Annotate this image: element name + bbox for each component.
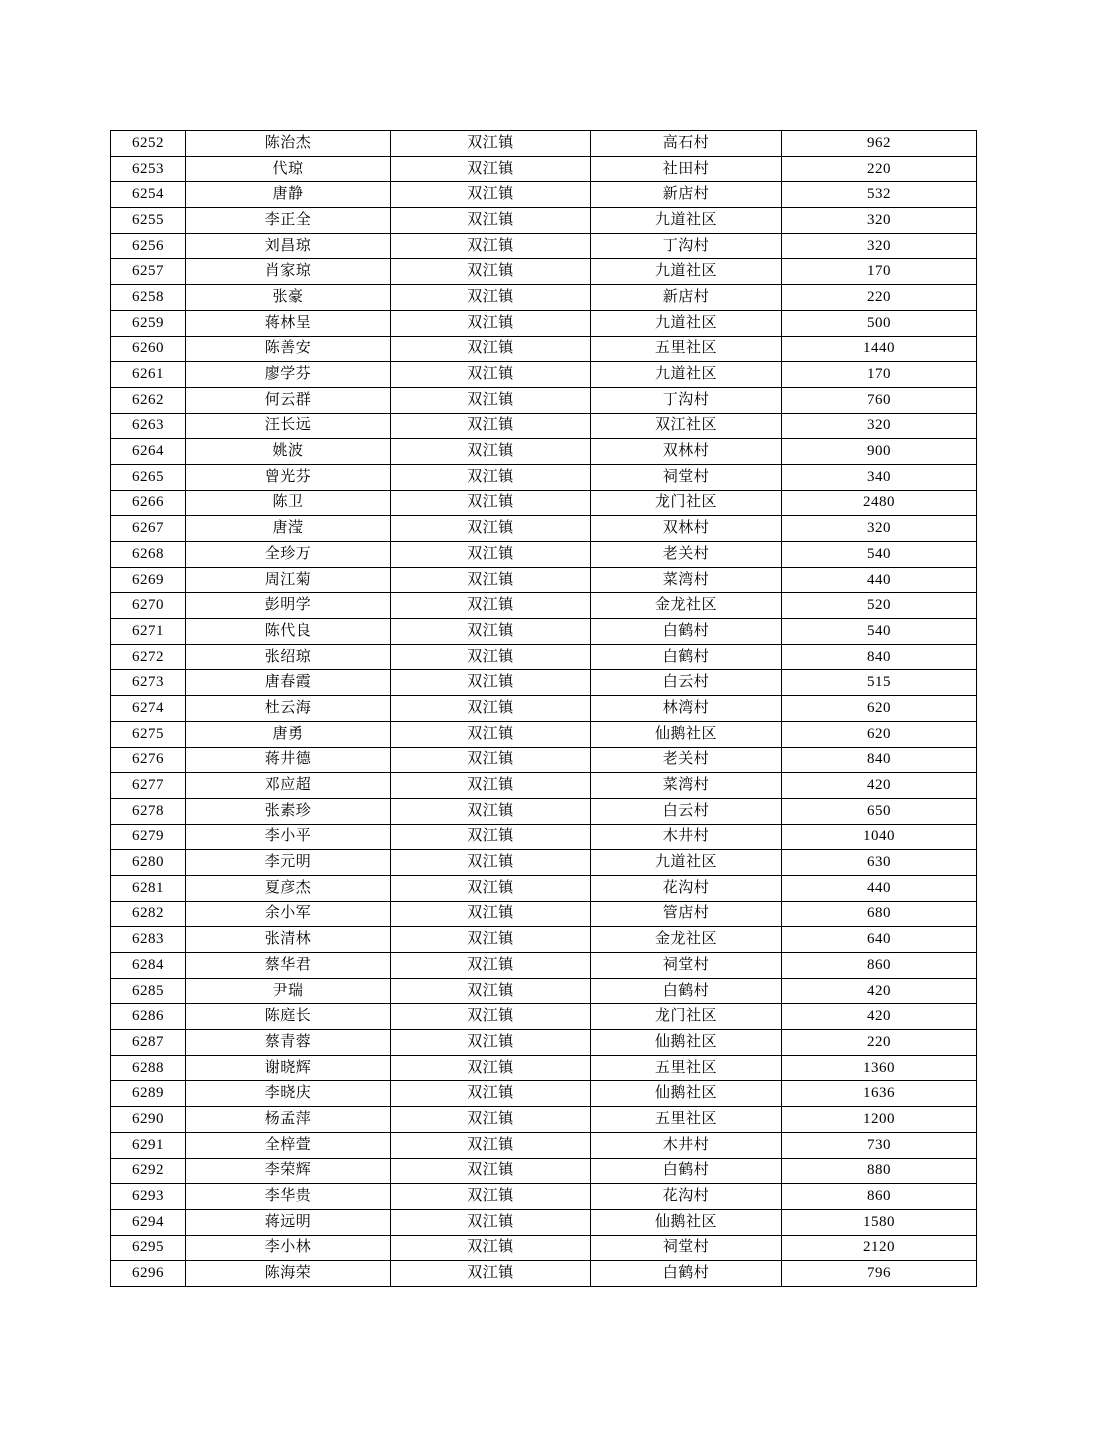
table-row xyxy=(111,1261,977,1287)
cell-id: 6262 xyxy=(111,387,186,413)
cell-town: 双江镇 xyxy=(391,1261,591,1287)
cell-village: 五里社区 xyxy=(591,336,782,362)
table-row xyxy=(111,1184,977,1210)
cell-village: 老关村 xyxy=(591,747,782,773)
cell-amount: 520 xyxy=(782,593,977,619)
cell-name: 姚波 xyxy=(186,439,391,465)
cell-amount: 532 xyxy=(782,182,977,208)
cell-village: 仙鹅社区 xyxy=(591,1030,782,1056)
cell-amount: 320 xyxy=(782,516,977,542)
cell-id: 6281 xyxy=(111,875,186,901)
records-table-body xyxy=(111,131,977,1287)
table-row xyxy=(111,1030,977,1056)
cell-id: 6285 xyxy=(111,978,186,1004)
table-row xyxy=(111,439,977,465)
cell-town: 双江镇 xyxy=(391,439,591,465)
cell-village: 金龙社区 xyxy=(591,927,782,953)
table-row xyxy=(111,542,977,568)
cell-id: 6277 xyxy=(111,773,186,799)
cell-amount: 640 xyxy=(782,927,977,953)
cell-id: 6294 xyxy=(111,1209,186,1235)
cell-village: 白鹤村 xyxy=(591,978,782,1004)
cell-id: 6270 xyxy=(111,593,186,619)
table-row xyxy=(111,593,977,619)
cell-amount: 420 xyxy=(782,1004,977,1030)
cell-town: 双江镇 xyxy=(391,542,591,568)
cell-amount: 1360 xyxy=(782,1055,977,1081)
table-row xyxy=(111,850,977,876)
cell-name: 唐滢 xyxy=(186,516,391,542)
cell-town: 双江镇 xyxy=(391,721,591,747)
table-row xyxy=(111,1107,977,1133)
cell-village: 白云村 xyxy=(591,798,782,824)
cell-name: 李荣辉 xyxy=(186,1158,391,1184)
cell-village: 九道社区 xyxy=(591,208,782,234)
cell-id: 6279 xyxy=(111,824,186,850)
cell-village: 九道社区 xyxy=(591,362,782,388)
cell-name: 全珍万 xyxy=(186,542,391,568)
cell-amount: 840 xyxy=(782,747,977,773)
cell-village: 新店村 xyxy=(591,182,782,208)
table-row xyxy=(111,619,977,645)
cell-id: 6253 xyxy=(111,156,186,182)
cell-name: 张豪 xyxy=(186,285,391,311)
cell-amount: 220 xyxy=(782,285,977,311)
cell-name: 李正全 xyxy=(186,208,391,234)
cell-name: 彭明学 xyxy=(186,593,391,619)
cell-amount: 1636 xyxy=(782,1081,977,1107)
table-row xyxy=(111,233,977,259)
cell-town: 双江镇 xyxy=(391,464,591,490)
cell-town: 双江镇 xyxy=(391,259,591,285)
cell-name: 李小平 xyxy=(186,824,391,850)
cell-id: 6283 xyxy=(111,927,186,953)
table-row xyxy=(111,824,977,850)
cell-amount: 1580 xyxy=(782,1209,977,1235)
cell-amount: 170 xyxy=(782,259,977,285)
cell-town: 双江镇 xyxy=(391,567,591,593)
cell-id: 6255 xyxy=(111,208,186,234)
cell-town: 双江镇 xyxy=(391,696,591,722)
cell-village: 金龙社区 xyxy=(591,593,782,619)
cell-town: 双江镇 xyxy=(391,875,591,901)
cell-town: 双江镇 xyxy=(391,670,591,696)
cell-name: 余小军 xyxy=(186,901,391,927)
cell-id: 6269 xyxy=(111,567,186,593)
cell-id: 6276 xyxy=(111,747,186,773)
cell-id: 6274 xyxy=(111,696,186,722)
document-page xyxy=(110,130,977,1287)
cell-name: 尹瑞 xyxy=(186,978,391,1004)
table-row xyxy=(111,1132,977,1158)
table-row xyxy=(111,1158,977,1184)
cell-name: 陈代良 xyxy=(186,619,391,645)
cell-id: 6291 xyxy=(111,1132,186,1158)
cell-village: 九道社区 xyxy=(591,259,782,285)
cell-name: 唐勇 xyxy=(186,721,391,747)
cell-village: 双林村 xyxy=(591,439,782,465)
cell-town: 双江镇 xyxy=(391,233,591,259)
cell-town: 双江镇 xyxy=(391,362,591,388)
cell-name: 陈善安 xyxy=(186,336,391,362)
cell-village: 社田村 xyxy=(591,156,782,182)
cell-town: 双江镇 xyxy=(391,619,591,645)
cell-amount: 2120 xyxy=(782,1235,977,1261)
cell-village: 祠堂村 xyxy=(591,953,782,979)
cell-name: 廖学芬 xyxy=(186,362,391,388)
cell-name: 汪长远 xyxy=(186,413,391,439)
cell-amount: 880 xyxy=(782,1158,977,1184)
table-row xyxy=(111,464,977,490)
table-row xyxy=(111,1235,977,1261)
cell-name: 唐静 xyxy=(186,182,391,208)
cell-amount: 760 xyxy=(782,387,977,413)
cell-town: 双江镇 xyxy=(391,644,591,670)
cell-id: 6263 xyxy=(111,413,186,439)
cell-name: 陈庭长 xyxy=(186,1004,391,1030)
table-row xyxy=(111,1209,977,1235)
cell-village: 白鹤村 xyxy=(591,644,782,670)
cell-village: 祠堂村 xyxy=(591,464,782,490)
cell-amount: 440 xyxy=(782,567,977,593)
table-row xyxy=(111,670,977,696)
cell-village: 新店村 xyxy=(591,285,782,311)
table-row xyxy=(111,567,977,593)
cell-village: 林湾村 xyxy=(591,696,782,722)
cell-name: 李华贵 xyxy=(186,1184,391,1210)
table-row xyxy=(111,362,977,388)
cell-id: 6275 xyxy=(111,721,186,747)
cell-town: 双江镇 xyxy=(391,798,591,824)
table-row xyxy=(111,387,977,413)
cell-name: 邓应超 xyxy=(186,773,391,799)
cell-id: 6261 xyxy=(111,362,186,388)
table-row xyxy=(111,747,977,773)
cell-amount: 540 xyxy=(782,542,977,568)
cell-village: 木井村 xyxy=(591,824,782,850)
cell-amount: 420 xyxy=(782,773,977,799)
cell-id: 6273 xyxy=(111,670,186,696)
cell-village: 九道社区 xyxy=(591,850,782,876)
cell-village: 龙门社区 xyxy=(591,1004,782,1030)
cell-village: 龙门社区 xyxy=(591,490,782,516)
cell-name: 陈治杰 xyxy=(186,131,391,157)
table-row xyxy=(111,490,977,516)
cell-id: 6290 xyxy=(111,1107,186,1133)
table-row xyxy=(111,901,977,927)
cell-id: 6293 xyxy=(111,1184,186,1210)
cell-id: 6265 xyxy=(111,464,186,490)
cell-town: 双江镇 xyxy=(391,1158,591,1184)
table-row xyxy=(111,798,977,824)
cell-id: 6266 xyxy=(111,490,186,516)
table-row xyxy=(111,208,977,234)
table-row xyxy=(111,413,977,439)
cell-village: 双江社区 xyxy=(591,413,782,439)
table-row xyxy=(111,1081,977,1107)
cell-town: 双江镇 xyxy=(391,413,591,439)
cell-id: 6272 xyxy=(111,644,186,670)
cell-village: 木井村 xyxy=(591,1132,782,1158)
cell-town: 双江镇 xyxy=(391,1107,591,1133)
cell-id: 6264 xyxy=(111,439,186,465)
cell-town: 双江镇 xyxy=(391,131,591,157)
cell-amount: 540 xyxy=(782,619,977,645)
cell-town: 双江镇 xyxy=(391,516,591,542)
table-row xyxy=(111,696,977,722)
cell-id: 6271 xyxy=(111,619,186,645)
cell-id: 6286 xyxy=(111,1004,186,1030)
cell-town: 双江镇 xyxy=(391,1132,591,1158)
table-row xyxy=(111,259,977,285)
cell-village: 白鹤村 xyxy=(591,619,782,645)
cell-name: 蒋林呈 xyxy=(186,310,391,336)
cell-village: 高石村 xyxy=(591,131,782,157)
cell-amount: 730 xyxy=(782,1132,977,1158)
cell-town: 双江镇 xyxy=(391,310,591,336)
cell-id: 6257 xyxy=(111,259,186,285)
cell-amount: 650 xyxy=(782,798,977,824)
cell-amount: 900 xyxy=(782,439,977,465)
cell-town: 双江镇 xyxy=(391,156,591,182)
cell-amount: 340 xyxy=(782,464,977,490)
table-row xyxy=(111,1004,977,1030)
cell-id: 6295 xyxy=(111,1235,186,1261)
cell-village: 丁沟村 xyxy=(591,387,782,413)
cell-amount: 860 xyxy=(782,953,977,979)
cell-amount: 2480 xyxy=(782,490,977,516)
cell-village: 五里社区 xyxy=(591,1107,782,1133)
cell-amount: 500 xyxy=(782,310,977,336)
cell-village: 花沟村 xyxy=(591,875,782,901)
table-row xyxy=(111,1055,977,1081)
cell-id: 6267 xyxy=(111,516,186,542)
cell-amount: 962 xyxy=(782,131,977,157)
table-row xyxy=(111,773,977,799)
cell-name: 李小林 xyxy=(186,1235,391,1261)
cell-town: 双江镇 xyxy=(391,824,591,850)
table-row xyxy=(111,310,977,336)
cell-name: 曾光芬 xyxy=(186,464,391,490)
table-row xyxy=(111,182,977,208)
cell-name: 代琼 xyxy=(186,156,391,182)
cell-amount: 796 xyxy=(782,1261,977,1287)
cell-name: 陈卫 xyxy=(186,490,391,516)
cell-amount: 680 xyxy=(782,901,977,927)
cell-amount: 1200 xyxy=(782,1107,977,1133)
cell-village: 菜湾村 xyxy=(591,567,782,593)
cell-town: 双江镇 xyxy=(391,927,591,953)
table-row xyxy=(111,953,977,979)
cell-town: 双江镇 xyxy=(391,1235,591,1261)
cell-town: 双江镇 xyxy=(391,1184,591,1210)
cell-amount: 320 xyxy=(782,208,977,234)
cell-id: 6292 xyxy=(111,1158,186,1184)
cell-amount: 630 xyxy=(782,850,977,876)
cell-id: 6289 xyxy=(111,1081,186,1107)
cell-village: 花沟村 xyxy=(591,1184,782,1210)
cell-village: 仙鹅社区 xyxy=(591,1081,782,1107)
cell-village: 菜湾村 xyxy=(591,773,782,799)
cell-town: 双江镇 xyxy=(391,490,591,516)
cell-name: 李晓庆 xyxy=(186,1081,391,1107)
cell-amount: 320 xyxy=(782,413,977,439)
cell-town: 双江镇 xyxy=(391,593,591,619)
cell-town: 双江镇 xyxy=(391,336,591,362)
cell-name: 夏彦杰 xyxy=(186,875,391,901)
table-row xyxy=(111,978,977,1004)
cell-id: 6280 xyxy=(111,850,186,876)
cell-amount: 170 xyxy=(782,362,977,388)
table-row xyxy=(111,875,977,901)
cell-town: 双江镇 xyxy=(391,1004,591,1030)
cell-name: 杨孟萍 xyxy=(186,1107,391,1133)
cell-name: 蒋远明 xyxy=(186,1209,391,1235)
cell-town: 双江镇 xyxy=(391,1030,591,1056)
cell-name: 李元明 xyxy=(186,850,391,876)
cell-name: 张绍琼 xyxy=(186,644,391,670)
cell-town: 双江镇 xyxy=(391,850,591,876)
cell-name: 何云群 xyxy=(186,387,391,413)
cell-id: 6287 xyxy=(111,1030,186,1056)
cell-amount: 620 xyxy=(782,721,977,747)
table-row xyxy=(111,131,977,157)
cell-name: 刘昌琼 xyxy=(186,233,391,259)
cell-town: 双江镇 xyxy=(391,953,591,979)
cell-name: 蔡青蓉 xyxy=(186,1030,391,1056)
cell-amount: 1440 xyxy=(782,336,977,362)
cell-village: 祠堂村 xyxy=(591,1235,782,1261)
cell-id: 6288 xyxy=(111,1055,186,1081)
cell-town: 双江镇 xyxy=(391,285,591,311)
cell-name: 张素珍 xyxy=(186,798,391,824)
cell-name: 唐春霞 xyxy=(186,670,391,696)
cell-id: 6256 xyxy=(111,233,186,259)
cell-amount: 1040 xyxy=(782,824,977,850)
table-row xyxy=(111,336,977,362)
cell-name: 谢晓辉 xyxy=(186,1055,391,1081)
table-row xyxy=(111,644,977,670)
cell-town: 双江镇 xyxy=(391,208,591,234)
table-row xyxy=(111,721,977,747)
cell-town: 双江镇 xyxy=(391,1081,591,1107)
cell-amount: 840 xyxy=(782,644,977,670)
cell-town: 双江镇 xyxy=(391,182,591,208)
cell-town: 双江镇 xyxy=(391,773,591,799)
cell-village: 白鹤村 xyxy=(591,1158,782,1184)
cell-name: 全梓萱 xyxy=(186,1132,391,1158)
cell-village: 九道社区 xyxy=(591,310,782,336)
cell-village: 老关村 xyxy=(591,542,782,568)
cell-village: 管店村 xyxy=(591,901,782,927)
cell-village: 白鹤村 xyxy=(591,1261,782,1287)
cell-name: 肖家琼 xyxy=(186,259,391,285)
cell-name: 陈海荣 xyxy=(186,1261,391,1287)
cell-amount: 220 xyxy=(782,1030,977,1056)
cell-amount: 420 xyxy=(782,978,977,1004)
cell-village: 仙鹅社区 xyxy=(591,721,782,747)
cell-town: 双江镇 xyxy=(391,1209,591,1235)
cell-name: 杜云海 xyxy=(186,696,391,722)
table-row xyxy=(111,156,977,182)
cell-name: 周江菊 xyxy=(186,567,391,593)
cell-amount: 515 xyxy=(782,670,977,696)
cell-id: 6296 xyxy=(111,1261,186,1287)
cell-id: 6284 xyxy=(111,953,186,979)
cell-id: 6260 xyxy=(111,336,186,362)
cell-village: 五里社区 xyxy=(591,1055,782,1081)
cell-village: 仙鹅社区 xyxy=(591,1209,782,1235)
cell-town: 双江镇 xyxy=(391,747,591,773)
cell-town: 双江镇 xyxy=(391,1055,591,1081)
cell-amount: 620 xyxy=(782,696,977,722)
cell-village: 双林村 xyxy=(591,516,782,542)
cell-village: 白云村 xyxy=(591,670,782,696)
cell-town: 双江镇 xyxy=(391,901,591,927)
cell-amount: 320 xyxy=(782,233,977,259)
cell-amount: 440 xyxy=(782,875,977,901)
cell-amount: 860 xyxy=(782,1184,977,1210)
table-row xyxy=(111,927,977,953)
table-row xyxy=(111,516,977,542)
cell-id: 6278 xyxy=(111,798,186,824)
cell-amount: 220 xyxy=(782,156,977,182)
cell-village: 丁沟村 xyxy=(591,233,782,259)
cell-id: 6268 xyxy=(111,542,186,568)
cell-name: 蔡华君 xyxy=(186,953,391,979)
cell-name: 张清林 xyxy=(186,927,391,953)
cell-town: 双江镇 xyxy=(391,978,591,1004)
cell-id: 6258 xyxy=(111,285,186,311)
cell-town: 双江镇 xyxy=(391,387,591,413)
cell-name: 蒋井德 xyxy=(186,747,391,773)
cell-id: 6259 xyxy=(111,310,186,336)
cell-id: 6252 xyxy=(111,131,186,157)
records-table xyxy=(110,130,977,1287)
cell-id: 6282 xyxy=(111,901,186,927)
cell-id: 6254 xyxy=(111,182,186,208)
table-row xyxy=(111,285,977,311)
